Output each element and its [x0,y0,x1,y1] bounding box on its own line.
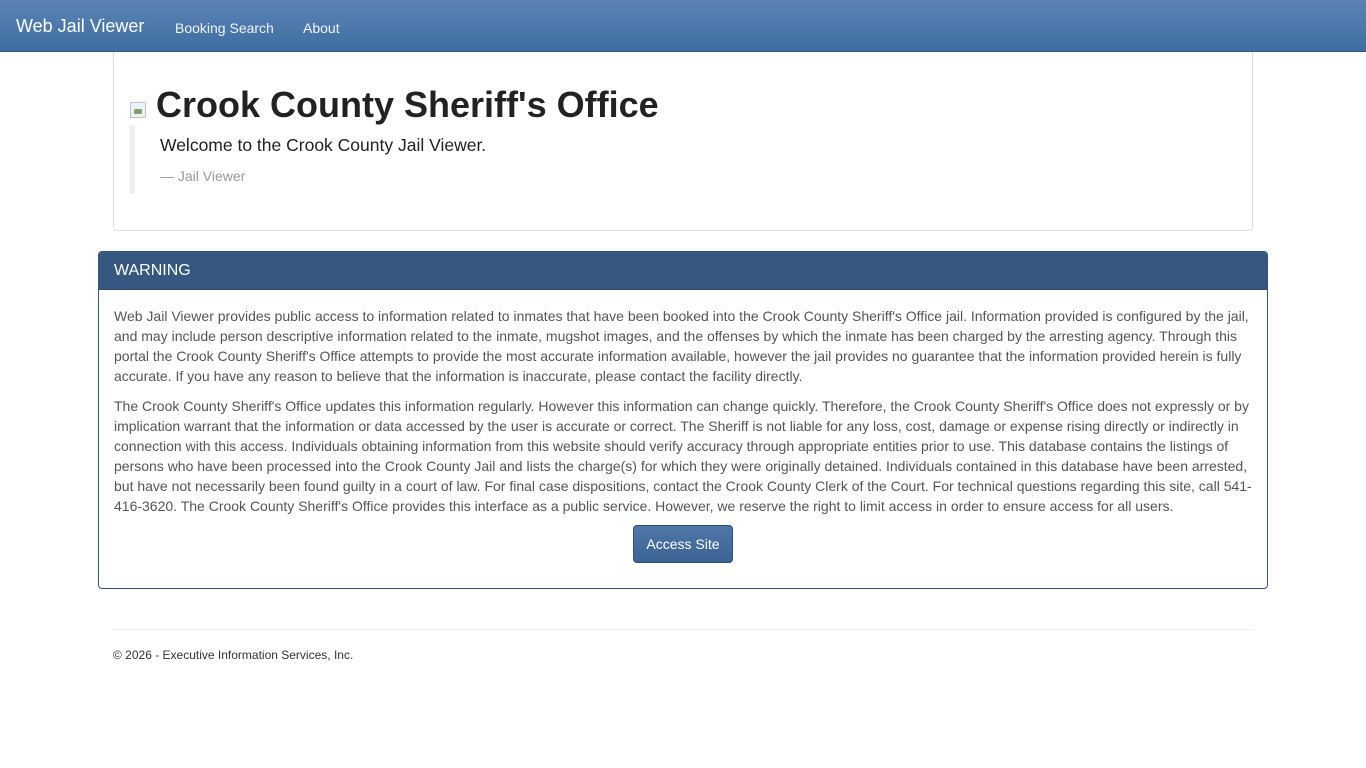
access-site-button[interactable]: Access Site [633,525,733,563]
warning-body [99,290,1267,516]
brand-link[interactable]: Web Jail Viewer [16,16,145,36]
warning-paragraph-disclaimer: The Crook County Sheriff's Office updates this information regularly. However this information can change quickly. Therefore, the Crook County Sheriff's Office does not expressly or by implication warrant that the information or data accessed by the user is accurate or correct. The Sheriff is not liable for any loss, cost, damage or expense rising directly or indirectly in connection with this access. Individuals obtaining information from this website should verify accuracy through appropriate entities prior to use. This database contains the listings of persons who have been processed into the Crook County Jail and lists the charge(s) for which they were originally detained. Individuals contained in this database have been arrested, but have not necessarily been found guilty in a court of law. For final case dispositions, contact the Crook County Clerk of the Court. For technical questions regarding this site, call 541-416-3620. The Crook County Sheriff's Office provides this interface as a public service. However, we reserve the right to limit access in order to ensure access for all users. [114,398,1252,514]
welcome-blockquote [130,125,830,194]
broken-image-icon [130,102,146,118]
warning-heading: WARNING [99,252,1267,290]
header-jumbotron [113,52,1253,231]
welcome-text: Welcome to the Crook County Jail Viewer. [160,135,487,155]
quote-source: — Jail Viewer [160,168,246,184]
warning-paragraph-access: Web Jail Viewer provides public access to information related to inmates that have been booked into the Crook County Sheriff's Office jail. Information provided is configured by the jail, and may include person descriptive information related to the inmate, mugshot images, and the offenses by which the inmate has been charged by the arresting agency. Through this portal the Crook County Sheriff's Office attempts to provide the most accurate information available, however the jail provides no guarantee that the information provided herein is fully accurate. If you have any reason to believe that the information is inaccurate, please contact the facility directly. [114,308,1249,384]
top-navbar [0,0,1366,52]
nav-booking-search[interactable]: Booking Search [175,20,274,36]
copyright-text: © 2026 - Executive Information Services, Inc. [113,648,354,662]
footer-divider [113,629,1253,630]
page-title: Crook County Sheriff's Office [156,84,659,125]
nav-about[interactable]: About [303,20,340,36]
warning-panel [98,251,1268,589]
